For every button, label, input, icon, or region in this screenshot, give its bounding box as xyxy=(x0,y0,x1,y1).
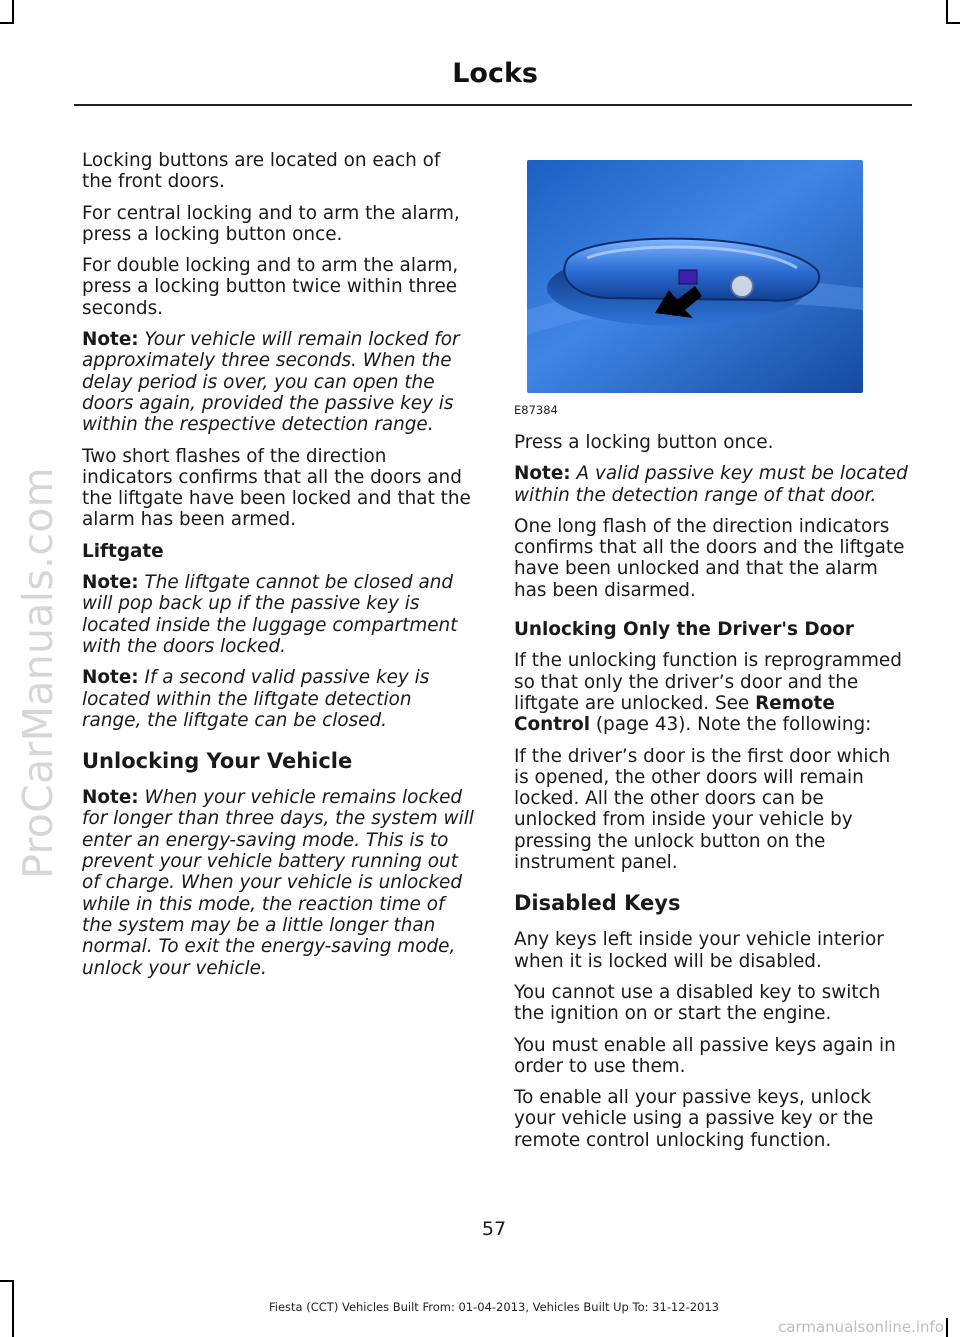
remote-control-link[interactable]: Remote Control xyxy=(514,692,835,736)
paragraph: You cannot use a disabled key to switch the ignition on or start the engine. xyxy=(514,981,881,1025)
paragraph xyxy=(514,650,908,735)
door-handle-figure xyxy=(527,160,863,393)
paragraph: Locking buttons are located on each of the front doors. xyxy=(82,150,441,193)
note xyxy=(82,667,476,731)
section-heading-disabled-keys: Disabled Keys xyxy=(514,891,681,916)
crop-mark xyxy=(946,22,960,24)
note xyxy=(82,329,476,435)
note-text: When your vehicle remains locked for longer than three days, the system will enter an energy-saving mode. This is to prevent your vehicle battery running out of charge. When your vehicle is unlocked while in this mode, the reaction time of the system may be a little longer than normal. To exit the energy-saving mode, unlock your vehicle. xyxy=(82,787,474,979)
note-label: Note: xyxy=(514,463,571,485)
note xyxy=(514,463,908,506)
paragraph-text: If the unlocking function is reprogrammed so that only the driver’s door and the liftgate are unlocked. See xyxy=(514,650,902,714)
paragraph: If the driver’s door is the first door which is opened, the other doors will remain locked. All the other doors can be unlocked from inside your vehicle by pressing the unlock button on the instrument panel. xyxy=(514,745,891,874)
paragraph: Two short flashes of the direction indicators confirms that all the doors and the liftgate have been locked and that the alarm has been armed. xyxy=(82,445,471,531)
paragraph: Press a locking button once. xyxy=(514,432,774,453)
note-label: Note: xyxy=(82,667,139,689)
right-column xyxy=(514,432,908,1161)
page-title: Locks xyxy=(452,58,538,89)
section-heading-unlocking: Unlocking Your Vehicle xyxy=(82,749,353,774)
note xyxy=(82,787,476,979)
subheading-liftgate: Liftgate xyxy=(82,540,164,562)
note-text: If a second valid passive key is located within the liftgate detection range, the liftgate can be closed. xyxy=(82,667,430,731)
paragraph: Any keys left inside your vehicle interior when it is locked will be disabled. xyxy=(514,929,884,972)
note-label: Note: xyxy=(82,572,139,594)
crop-mark xyxy=(0,1280,14,1282)
note-label: Note: xyxy=(82,329,139,351)
left-column xyxy=(82,150,476,989)
door-handle-illustration xyxy=(527,160,863,393)
note xyxy=(82,572,476,657)
header-divider xyxy=(74,104,912,106)
bottom-watermark: carmanualsonline.info xyxy=(778,1318,944,1336)
crop-mark xyxy=(0,22,14,24)
note-text: The liftgate cannot be closed and will pop back up if the passive key is located inside the luggage compartment with the doors locked. xyxy=(82,572,458,657)
note-text: Your vehicle will remain locked for approximately three seconds. When the delay period is over, you can open the doors again, provided the passive key is within the respective detection range. xyxy=(82,329,460,436)
crop-mark xyxy=(12,0,14,22)
paragraph: To enable all your passive keys, unlock your vehicle using a passive key or the remote control unlocking function. xyxy=(514,1087,874,1151)
crop-mark xyxy=(946,0,948,22)
paragraph-text: (page 43). Note the following: xyxy=(590,714,872,736)
side-watermark: ProCarManuals.com xyxy=(14,467,62,879)
paragraph: You must enable all passive keys again in order to use them. xyxy=(514,1034,896,1077)
page-number: 57 xyxy=(481,1218,507,1240)
footer-text: Fiesta (CCT) Vehicles Built From: 01-04-2013, Vehicles Built Up To: 31-12-2013 xyxy=(269,1300,719,1314)
paragraph: One long flash of the direction indicators confirms that all the doors and the liftgate have been unlocked and that the alarm has been disarmed. xyxy=(514,515,905,601)
note-text: A valid passive key must be located within the detection range of that door. xyxy=(514,463,908,506)
paragraph: For double locking and to arm the alarm, press a locking button twice within three seconds. xyxy=(82,255,459,319)
figure-code: E87384 xyxy=(514,403,558,417)
subheading-driver-door: Unlocking Only the Driver's Door xyxy=(514,619,854,641)
crop-mark xyxy=(946,1318,948,1337)
paragraph: For central locking and to arm the alarm, press a locking button once. xyxy=(82,202,460,245)
note-label: Note: xyxy=(82,787,139,809)
